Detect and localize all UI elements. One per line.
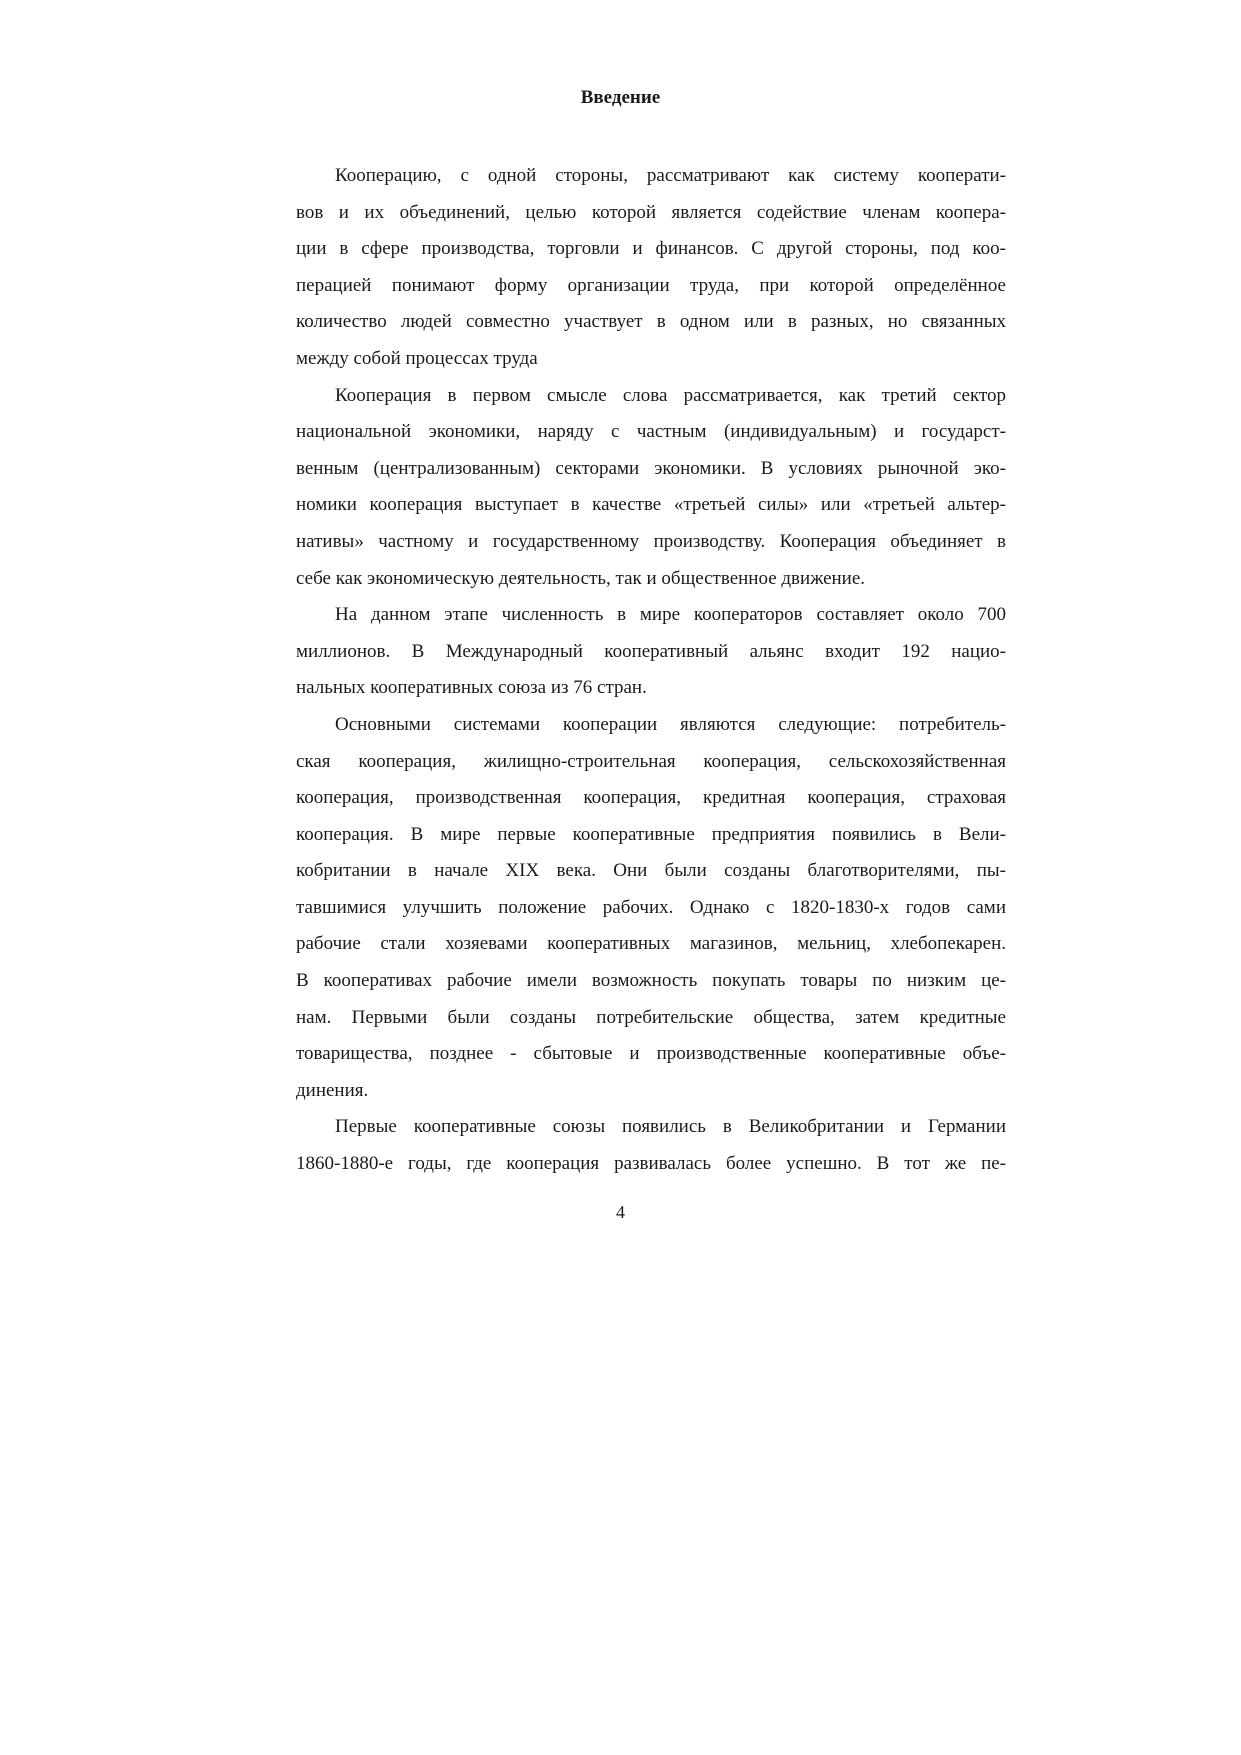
- text-line: национальной экономики, наряду с частным (индивидуальным) и государст-: [296, 421, 1006, 443]
- text-line: В кооперативах рабочие имели возможность покупать товары по низким це-: [296, 970, 1006, 992]
- text-line: рабочие стали хозяевами кооперативных магазинов, мельниц, хлебопекарен.: [296, 933, 1006, 955]
- paragraph: [296, 378, 1006, 598]
- paragraph: [296, 707, 1006, 1110]
- text-line: динения.: [296, 1079, 369, 1101]
- text-line: нативы» частному и государственному производству. Кооперация объединяет в: [296, 530, 1006, 552]
- body-text: [296, 158, 1006, 1183]
- paragraph: [296, 597, 1006, 707]
- text-line: товарищества, позднее - сбытовые и производственные кооперативные объе-: [296, 1043, 1006, 1065]
- text-line: кооперация. В мире первые кооперативные предприятия появились в Вели-: [296, 823, 1006, 845]
- text-line: Кооперация в первом смысле слова рассматривается, как третий сектор: [335, 384, 1006, 406]
- paragraph: [296, 1109, 1006, 1182]
- text-line: венным (централизованным) секторами экономики. В условиях рыночной эко-: [296, 457, 1006, 479]
- text-line: кобритании в начале XIX века. Они были созданы благотворителями, пы-: [296, 860, 1006, 882]
- text-line: 1860-1880-е годы, где кооперация развивалась более успешно. В тот же пе-: [296, 1153, 1006, 1175]
- text-line: нам. Первыми были созданы потребительские общества, затем кредитные: [296, 1006, 1006, 1028]
- text-line: нальных кооперативных союза из 76 стран.: [296, 677, 647, 699]
- text-line: себе как экономическую деятельность, так и общественное движение.: [296, 567, 866, 589]
- text-line: На данном этапе численность в мире кооператоров составляет около 700: [335, 604, 1006, 626]
- text-line: ская кооперация, жилищно-строительная кооперация, сельскохозяйственная: [296, 750, 1006, 772]
- page-title: Введение: [580, 87, 661, 108]
- text-line: Кооперацию, с одной стороны, рассматривают как систему кооперати-: [335, 165, 1006, 186]
- text-line: миллионов. В Международный кооперативный альянс входит 192 нацио-: [296, 640, 1006, 662]
- text-line: количество людей совместно участвует в одном или в разных, но связанных: [296, 311, 1006, 333]
- text-line: перацией понимают форму организации труда, при которой определённое: [296, 274, 1006, 296]
- text-line: кооперация, производственная кооперация, кредитная кооперация, страховая: [296, 787, 1006, 809]
- text-line: вов и их объединений, целью которой является содействие членам коопера-: [296, 201, 1006, 223]
- page-number: 4: [616, 1202, 625, 1222]
- text-line: номики кооперация выступает в качестве «третьей силы» или «третьей альтер-: [296, 494, 1006, 516]
- text-line: Первые кооперативные союзы появились в Великобритании и Германии: [335, 1116, 1006, 1138]
- text-line: Основными системами кооперации являются следующие: потребитель-: [335, 713, 1006, 735]
- text-line: ции в сфере производства, торговли и финансов. С другой стороны, под коо-: [296, 238, 1006, 260]
- text-line: тавшимися улучшить положение рабочих. Однако с 1820-1830-х годов сами: [296, 896, 1006, 918]
- text-line: между собой процессах труда: [296, 347, 538, 369]
- paragraph: [296, 158, 1006, 378]
